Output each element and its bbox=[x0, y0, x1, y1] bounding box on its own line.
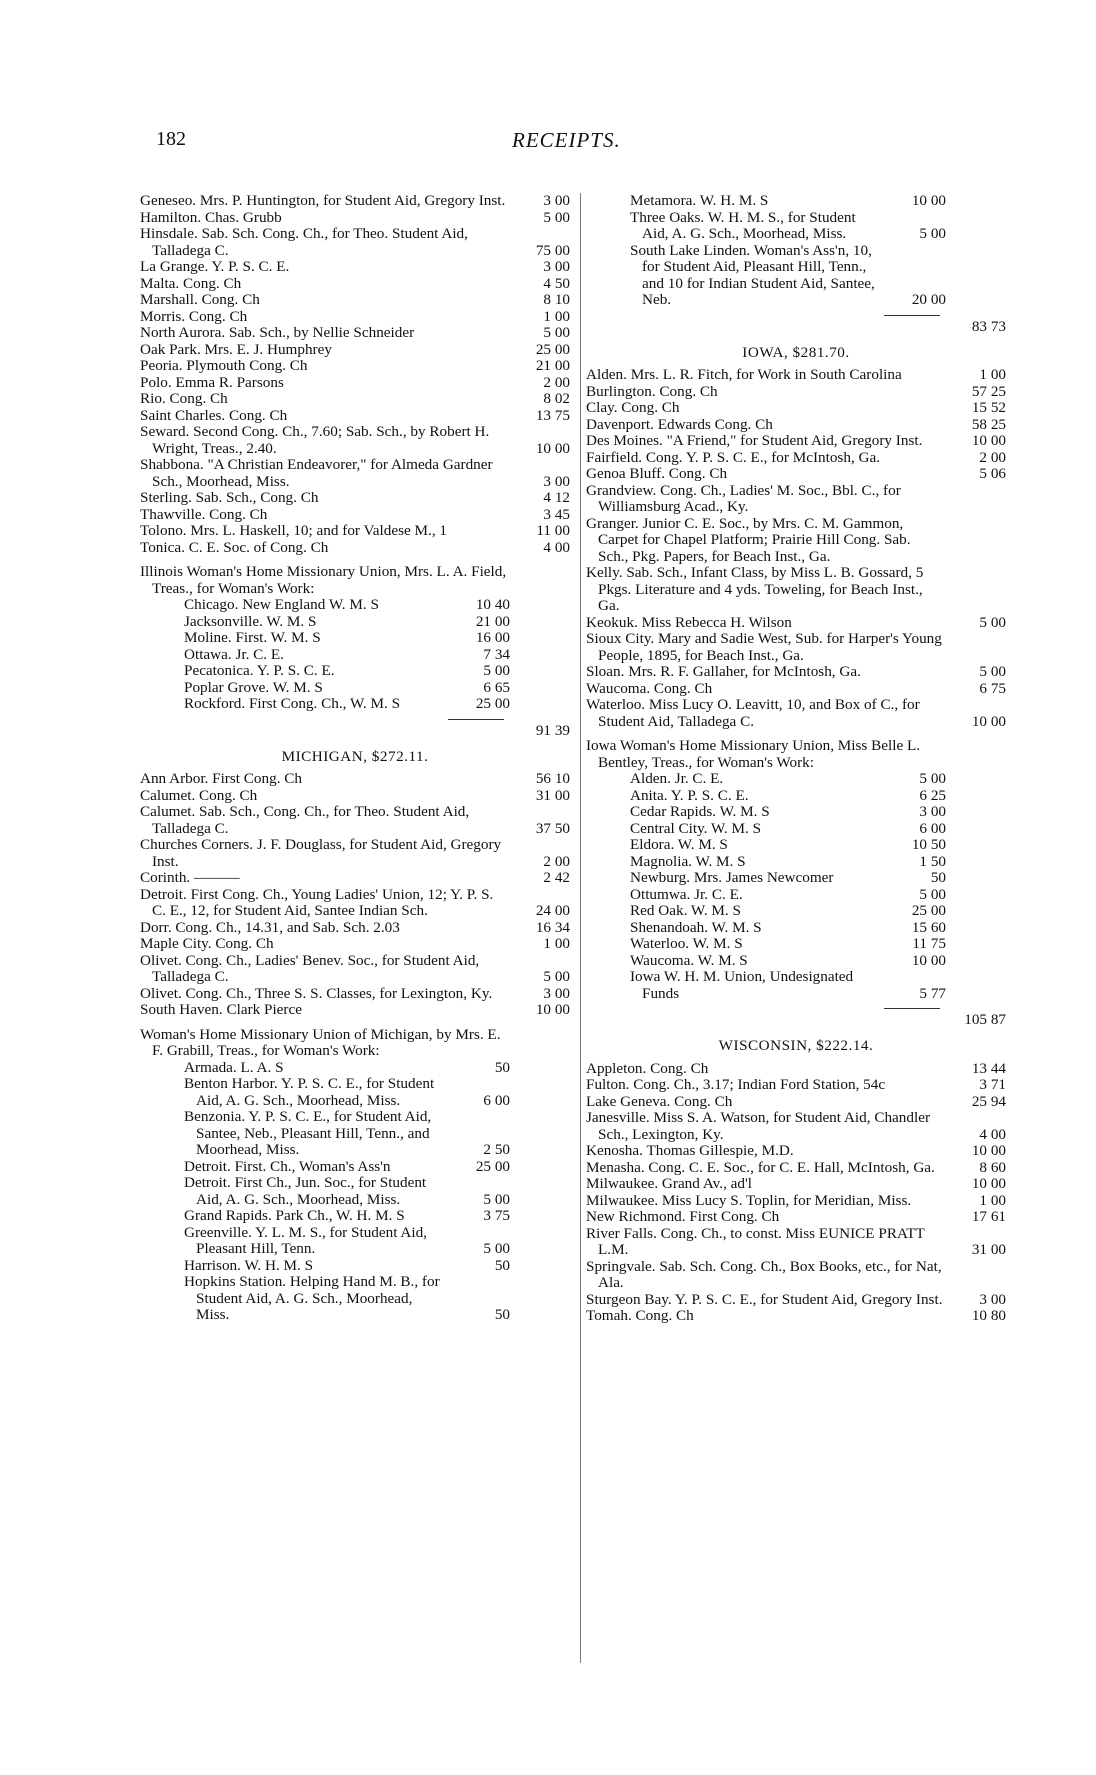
sub-receipt-entry bbox=[630, 821, 1006, 838]
sub-receipt-entry bbox=[630, 243, 1006, 309]
entry-text: Shenandoah. W. M. S bbox=[630, 918, 762, 936]
entry-text: Sturgeon Bay. Y. P. S. C. E., for Student Aid, Gregory Inst. bbox=[586, 1290, 943, 1308]
union-intro bbox=[586, 738, 1006, 771]
sub-receipt-entry bbox=[184, 1274, 570, 1324]
sub-receipt-entry bbox=[184, 597, 570, 614]
entry-text: River Falls. Cong. Ch., to const. Miss EUNICE PRATT L.M. bbox=[586, 1224, 925, 1258]
entry-amount: 6 65 bbox=[483, 678, 510, 696]
receipt-entry bbox=[140, 1002, 570, 1019]
union-intro-text: Illinois Woman's Home Missionary Union, Mrs. L. A. Field, Treas., for Woman's Work: bbox=[140, 563, 507, 597]
entry-text: Metamora. W. H. M. S bbox=[630, 192, 769, 209]
receipt-entry bbox=[586, 1110, 1006, 1143]
entry-text: Alden. Mrs. L. R. Fitch, for Work in South Carolina bbox=[586, 366, 902, 383]
receipt-entry bbox=[586, 483, 1006, 516]
entry-text: Genoa Bluff. Cong. Ch bbox=[586, 465, 728, 482]
entry-amount: 8 02 bbox=[543, 390, 570, 407]
page-number: 182 bbox=[156, 128, 186, 150]
entry-text: Benzonia. Y. P. S. C. E., for Student Aid, Santee, Neb., Pleasant Hill, Tenn., and Moorhead, Miss. bbox=[184, 1108, 432, 1158]
receipt-entry bbox=[586, 1160, 1006, 1177]
left-column bbox=[140, 193, 570, 1324]
sub-receipt-entry bbox=[630, 969, 1006, 1002]
sub-receipt-entry bbox=[630, 854, 1006, 871]
entry-text: La Grange. Y. P. S. C. E. bbox=[140, 258, 290, 275]
sub-receipt-entry bbox=[630, 870, 1006, 887]
entry-text: South Lake Linden. Woman's Ass'n, 10, for Student Aid, Pleasant Hill, Tenn., and 10 for Indian Student Aid, Santee, Neb. bbox=[630, 241, 875, 308]
entry-text: North Aurora. Sab. Sch., by Nellie Schneider bbox=[140, 324, 415, 341]
entry-amount: 16 00 bbox=[475, 629, 510, 646]
entry-amount: 4 50 bbox=[543, 274, 570, 292]
entry-text: South Haven. Clark Pierce bbox=[140, 1001, 302, 1018]
receipt-entry bbox=[586, 631, 1006, 664]
receipt-entry bbox=[140, 391, 570, 408]
entry-text: Armada. L. A. S bbox=[184, 1058, 284, 1076]
entry-amount: 17 61 bbox=[971, 1208, 1006, 1225]
entry-amount: 1 00 bbox=[979, 366, 1006, 383]
receipt-entry bbox=[140, 457, 570, 490]
entry-text: Morris. Cong. Ch bbox=[140, 307, 248, 325]
entry-text: Hinsdale. Sab. Sch. Cong. Ch., for Theo. Student Aid, Talladega C. bbox=[140, 225, 468, 259]
entry-text: Geneseo. Mrs. P. Huntington, for Student Aid, Gregory Inst. bbox=[140, 192, 506, 209]
entry-amount: 50 bbox=[930, 869, 946, 886]
receipt-entry bbox=[140, 771, 570, 788]
receipt-entry bbox=[586, 1176, 1006, 1193]
entry-text: Clay. Cong. Ch bbox=[586, 399, 680, 416]
entry-text: Springvale. Sab. Sch. Cong. Ch., Box Books, etc., for Nat, Ala. bbox=[586, 1257, 942, 1291]
entry-text: Oak Park. Mrs. E. J. Humphrey bbox=[140, 340, 332, 358]
entry-amount: 5 00 bbox=[483, 1190, 510, 1208]
sub-receipt-entry bbox=[184, 1258, 570, 1275]
receipt-entry bbox=[140, 936, 570, 953]
entry-text: Ottawa. Jr. C. E. bbox=[184, 645, 284, 663]
entry-amount: 5 00 bbox=[919, 885, 946, 903]
entry-amount: 10 80 bbox=[971, 1307, 1006, 1324]
receipt-entry bbox=[586, 400, 1006, 417]
entry-amount: 10 00 bbox=[535, 439, 570, 457]
entry-text: Appleton. Cong. Ch bbox=[586, 1059, 709, 1077]
receipt-entry bbox=[140, 375, 570, 392]
receipt-entry bbox=[140, 424, 570, 457]
entry-text: Shabbona. "A Christian Endeavorer," for Almeda Gardner Sch., Moorhead, Miss. bbox=[140, 456, 493, 490]
entry-amount: 3 45 bbox=[543, 505, 570, 523]
entry-text: Olivet. Cong. Ch., Three S. S. Classes, for Lexington, Ky. bbox=[140, 984, 493, 1002]
receipt-entry bbox=[140, 837, 570, 870]
entry-amount: 1 00 bbox=[543, 935, 570, 952]
subtotal-amount: 105 87 bbox=[964, 1011, 1006, 1028]
entry-text: Benton Harbor. Y. P. S. C. E., for Student Aid, A. G. Sch., Moorhead, Miss. bbox=[184, 1075, 435, 1109]
receipt-entry bbox=[140, 292, 570, 309]
receipt-entry bbox=[140, 408, 570, 425]
entry-amount: 1 00 bbox=[543, 307, 570, 325]
entry-amount: 4 12 bbox=[543, 489, 570, 506]
entry-text: Newburg. Mrs. James Newcomer bbox=[630, 869, 834, 886]
entry-amount: 6 75 bbox=[979, 679, 1006, 697]
entry-amount: 57 25 bbox=[971, 382, 1006, 400]
entry-text: Davenport. Edwards Cong. Ch bbox=[586, 415, 773, 433]
entry-text: Sioux City. Mary and Sadie West, Sub. for Harper's Young People, 1895, for Beach Inst., Ga. bbox=[586, 630, 942, 664]
entry-amount: 11 00 bbox=[536, 522, 570, 539]
sub-receipt-entry bbox=[630, 887, 1006, 904]
entry-text: Grandview. Cong. Ch., Ladies' M. Soc., Bbl. C., for Williamsburg Acad., Ky. bbox=[586, 481, 901, 515]
sub-receipt-entry bbox=[184, 696, 570, 713]
entry-text: Poplar Grove. W. M. S bbox=[184, 678, 323, 696]
receipt-entry bbox=[140, 193, 570, 210]
sub-receipt-entry bbox=[184, 1175, 570, 1208]
receipt-entry bbox=[586, 466, 1006, 483]
entry-text: Sloan. Mrs. R. F. Gallaher, for McIntosh, Ga. bbox=[586, 663, 861, 680]
entry-text: Red Oak. W. M. S bbox=[630, 902, 741, 919]
sub-receipt-entry bbox=[630, 903, 1006, 920]
receipt-entry bbox=[140, 920, 570, 937]
entry-text: Iowa W. H. M. Union, Undesignated Funds bbox=[630, 968, 854, 1002]
receipt-entry bbox=[586, 450, 1006, 467]
entry-amount: 15 52 bbox=[971, 399, 1006, 416]
entry-text: Anita. Y. P. S. C. E. bbox=[630, 786, 749, 804]
entry-text: Alden. Jr. C. E. bbox=[630, 770, 724, 787]
receipt-entry bbox=[140, 358, 570, 375]
entry-amount: 3 00 bbox=[979, 1290, 1006, 1308]
entry-amount: 3 00 bbox=[543, 984, 570, 1002]
sub-receipt-entry bbox=[184, 614, 570, 631]
subtotal-rule bbox=[448, 719, 504, 720]
receipt-entry bbox=[140, 887, 570, 920]
union-intro-text: Woman's Home Missionary Union of Michigan, by Mrs. E. F. Grabill, Treas., for Woman's Work: bbox=[140, 1025, 501, 1059]
entry-amount: 2 50 bbox=[483, 1141, 510, 1158]
entry-amount: 10 40 bbox=[475, 596, 510, 613]
subtotal-rule bbox=[884, 315, 940, 316]
entry-text: Waucoma. W. M. S bbox=[630, 951, 748, 969]
entry-text: Churches Corners. J. F. Douglass, for Student Aid, Gregory Inst. bbox=[140, 836, 502, 870]
entry-amount: 4 00 bbox=[543, 538, 570, 556]
entry-text: Fairfield. Cong. Y. P. S. C. E., for McIntosh, Ga. bbox=[586, 448, 881, 466]
state-heading: MICHIGAN, $272.11. bbox=[281, 747, 429, 765]
entry-text: Burlington. Cong. Ch bbox=[586, 382, 718, 400]
union-intro bbox=[140, 564, 570, 597]
entry-text: Waterloo. W. M. S bbox=[630, 935, 743, 952]
entry-amount: 3 00 bbox=[543, 472, 570, 490]
entry-text: Eldora. W. M. S bbox=[630, 836, 728, 853]
entry-text: Jacksonville. W. M. S bbox=[184, 612, 317, 630]
entry-text: Ottumwa. Jr. C. E. bbox=[630, 885, 743, 903]
entry-text: Moline. First. W. M. S bbox=[184, 629, 321, 646]
entry-text: Kelly. Sab. Sch., Infant Class, by Miss L. B. Gossard, 5 Pkgs. Literature and 4 yds. Toweling, for Beach Inst., Ga. bbox=[586, 564, 924, 614]
column-divider bbox=[580, 193, 581, 1663]
entry-amount: 31 00 bbox=[535, 786, 570, 804]
entry-amount: 5 00 bbox=[483, 1240, 510, 1257]
entry-text: Calumet. Cong. Ch bbox=[140, 786, 258, 804]
receipt-entry bbox=[140, 804, 570, 837]
entry-text: Harrison. W. H. M. S bbox=[184, 1256, 314, 1274]
entry-amount: 50 bbox=[494, 1256, 510, 1274]
sub-receipt-entry bbox=[630, 210, 1006, 243]
entry-amount: 3 00 bbox=[919, 803, 946, 820]
entry-text: Sterling. Sab. Sch., Cong. Ch bbox=[140, 489, 319, 506]
entry-text: Thawville. Cong. Ch bbox=[140, 505, 268, 523]
entry-amount: 7 34 bbox=[483, 645, 510, 663]
entry-amount: 10 00 bbox=[911, 951, 946, 969]
entry-text: Waterloo. Miss Lucy O. Leavitt, 10, and Box of C., for Student Aid, Talladega C. bbox=[586, 696, 920, 730]
entry-text: Ann Arbor. First Cong. Ch bbox=[140, 770, 303, 787]
state-heading: IOWA, $281.70. bbox=[742, 343, 850, 361]
receipt-entry bbox=[140, 788, 570, 805]
receipt-entry bbox=[140, 342, 570, 359]
sub-receipt-entry bbox=[184, 1076, 570, 1109]
entry-text: Cedar Rapids. W. M. S bbox=[630, 803, 770, 820]
entry-amount: 2 00 bbox=[543, 373, 570, 391]
entry-text: Chicago. New England W. M. S bbox=[184, 596, 379, 613]
sub-receipt-entry bbox=[184, 1208, 570, 1225]
entry-amount: 15 60 bbox=[911, 918, 946, 936]
receipt-entry bbox=[586, 1308, 1006, 1325]
entry-text: Three Oaks. W. H. M. S., for Student Aid, A. G. Sch., Moorhead, Miss. bbox=[630, 208, 856, 242]
union-intro-text: Iowa Woman's Home Missionary Union, Miss Belle L. Bentley, Treas., for Woman's Work: bbox=[586, 737, 921, 771]
entry-text: Granger. Junior C. E. Soc., by Mrs. C. M. Gammon, Carpet for Chapel Platform; Prairie Hill Cong. Sab. Sch., Pkg. Papers, for Beach Inst., Ga. bbox=[586, 514, 911, 565]
receipt-entry bbox=[586, 1077, 1006, 1094]
receipt-entry bbox=[586, 516, 1006, 566]
entry-amount: 5 00 bbox=[543, 968, 570, 985]
entry-amount: 50 bbox=[494, 1306, 510, 1323]
sub-receipt-entry bbox=[630, 920, 1006, 937]
entry-text: Rio. Cong. Ch bbox=[140, 390, 228, 407]
sub-receipt-entry bbox=[630, 193, 1006, 210]
entry-text: Hopkins Station. Helping Hand M. B., for Student Aid, A. G. Sch., Moorhead, Miss. bbox=[184, 1273, 440, 1323]
sub-receipt-entry bbox=[630, 953, 1006, 970]
entry-text: Detroit. First. Ch., Woman's Ass'n bbox=[184, 1157, 391, 1175]
entry-amount: 13 75 bbox=[535, 406, 570, 424]
entry-text: Des Moines. "A Friend," for Student Aid, Gregory Inst. bbox=[586, 432, 923, 449]
entry-amount: 5 00 bbox=[979, 613, 1006, 631]
entry-text: Detroit. First Ch., Jun. Soc., for Student Aid, A. G. Sch., Moorhead, Miss. bbox=[184, 1174, 427, 1208]
entry-amount: 10 00 bbox=[971, 432, 1006, 449]
entry-amount: 6 00 bbox=[483, 1091, 510, 1109]
entry-amount: 37 50 bbox=[535, 819, 570, 837]
entry-amount: 58 25 bbox=[971, 415, 1006, 433]
sub-receipt-entry bbox=[630, 771, 1006, 788]
entry-amount: 25 00 bbox=[475, 1157, 510, 1175]
receipt-entry bbox=[586, 565, 1006, 615]
entry-text: Tolono. Mrs. L. Haskell, 10; and for Valdese M., 1 bbox=[140, 522, 448, 539]
entry-amount: 24 00 bbox=[535, 902, 570, 919]
entry-amount: 2 00 bbox=[979, 448, 1006, 466]
receipt-entry bbox=[586, 367, 1006, 384]
receipt-entry bbox=[140, 540, 570, 557]
state-subtotal bbox=[140, 713, 570, 739]
entry-amount: 5 00 bbox=[979, 663, 1006, 680]
receipt-entry bbox=[140, 523, 570, 540]
entry-text: Lake Geneva. Cong. Ch bbox=[586, 1092, 733, 1110]
sub-receipt-entry bbox=[630, 936, 1006, 953]
entry-amount: 5 06 bbox=[979, 465, 1006, 482]
receipt-entry bbox=[586, 1193, 1006, 1210]
receipt-entry bbox=[586, 384, 1006, 401]
entry-text: Tonica. C. E. Soc. of Cong. Ch bbox=[140, 538, 329, 556]
receipt-entry bbox=[586, 664, 1006, 681]
entry-amount: 6 00 bbox=[919, 819, 946, 837]
receipt-entry bbox=[586, 1094, 1006, 1111]
entry-text: Waucoma. Cong. Ch bbox=[586, 679, 713, 697]
entry-text: Magnolia. W. M. S bbox=[630, 852, 746, 870]
entry-text: Maple City. Cong. Ch bbox=[140, 935, 274, 952]
receipt-entry bbox=[140, 870, 570, 887]
entry-amount: 4 00 bbox=[979, 1125, 1006, 1143]
entry-amount: 25 94 bbox=[971, 1092, 1006, 1110]
receipt-entry bbox=[586, 615, 1006, 632]
entry-text: Polo. Emma R. Parsons bbox=[140, 373, 284, 391]
entry-amount: 10 00 bbox=[971, 1175, 1006, 1192]
entry-amount: 20 00 bbox=[911, 291, 946, 308]
entry-amount: 3 75 bbox=[483, 1207, 510, 1224]
entry-text: Dorr. Cong. Ch., 14.31, and Sab. Sch. 2.03 bbox=[140, 918, 400, 936]
entry-amount: 5 00 bbox=[483, 662, 510, 679]
entry-amount: 25 00 bbox=[911, 902, 946, 919]
receipt-entry bbox=[586, 1226, 1006, 1259]
entry-amount: 10 00 bbox=[971, 712, 1006, 730]
running-head: RECEIPTS. bbox=[512, 128, 621, 152]
entry-amount: 2 00 bbox=[543, 852, 570, 870]
entry-amount: 1 00 bbox=[979, 1191, 1006, 1209]
entry-amount: 3 00 bbox=[543, 258, 570, 275]
entry-amount: 5 00 bbox=[919, 770, 946, 787]
sub-receipt-entry bbox=[184, 663, 570, 680]
entry-amount: 21 00 bbox=[535, 357, 570, 374]
sub-receipt-entry bbox=[630, 804, 1006, 821]
sub-receipt-entry bbox=[184, 1109, 570, 1159]
sub-receipt-entry bbox=[184, 1225, 570, 1258]
entry-text: Fulton. Cong. Ch., 3.17; Indian Ford Station, 54c bbox=[586, 1076, 886, 1093]
sub-receipt-entry bbox=[630, 788, 1006, 805]
entry-text: Corinth. ——— bbox=[140, 869, 240, 886]
subtotal-rule bbox=[884, 1008, 940, 1009]
entry-amount: 13 44 bbox=[971, 1059, 1006, 1077]
entry-text: Kenosha. Thomas Gillespie, M.D. bbox=[586, 1142, 794, 1159]
entry-amount: 6 25 bbox=[919, 786, 946, 804]
entry-amount: 3 00 bbox=[543, 192, 570, 209]
entry-text: Saint Charles. Cong. Ch bbox=[140, 406, 288, 424]
entry-text: Central City. W. M. S bbox=[630, 819, 762, 837]
receipt-entry bbox=[140, 507, 570, 524]
entry-text: Milwaukee. Miss Lucy S. Toplin, for Meridian, Miss. bbox=[586, 1191, 912, 1209]
entry-amount: 2 42 bbox=[543, 869, 570, 886]
entry-text: Janesville. Miss S. A. Watson, for Student Aid, Chandler Sch., Lexington, Ky. bbox=[586, 1109, 931, 1143]
entry-amount: 50 bbox=[494, 1058, 510, 1076]
receipt-entry bbox=[140, 490, 570, 507]
receipt-entry bbox=[586, 417, 1006, 434]
receipt-entry bbox=[586, 1209, 1006, 1226]
receipt-entry bbox=[140, 309, 570, 326]
entry-text: New Richmond. First Cong. Ch bbox=[586, 1208, 780, 1225]
receipt-entry bbox=[586, 681, 1006, 698]
entry-amount: 16 34 bbox=[535, 918, 570, 936]
entry-text: Greenville. Y. L. M. S., for Student Aid, Pleasant Hill, Tenn. bbox=[184, 1223, 427, 1257]
union-intro bbox=[140, 1027, 570, 1060]
entry-amount: 5 77 bbox=[919, 984, 946, 1002]
entry-text: Menasha. Cong. C. E. Soc., for C. E. Hall, McIntosh, Ga. bbox=[586, 1158, 935, 1176]
entry-amount: 11 75 bbox=[912, 935, 946, 952]
entry-text: Olivet. Cong. Ch., Ladies' Benev. Soc., for Student Aid, Talladega C. bbox=[140, 951, 480, 985]
receipt-entry bbox=[586, 433, 1006, 450]
page-header bbox=[156, 128, 956, 164]
entry-text: Seward. Second Cong. Ch., 7.60; Sab. Sch., by Robert H. Wright, Treas., 2.40. bbox=[140, 423, 490, 457]
receipt-entry bbox=[140, 986, 570, 1003]
receipt-entry bbox=[586, 1061, 1006, 1078]
receipt-entry bbox=[140, 325, 570, 342]
receipt-entry bbox=[586, 1292, 1006, 1309]
entry-amount: 8 60 bbox=[979, 1158, 1006, 1176]
entry-amount: 21 00 bbox=[475, 612, 510, 630]
entry-text: Marshall. Cong. Ch bbox=[140, 291, 260, 308]
entry-text: Pecatonica. Y. P. S. C. E. bbox=[184, 662, 335, 679]
entry-amount: 10 00 bbox=[971, 1142, 1006, 1159]
receipt-entry bbox=[140, 226, 570, 259]
entry-text: Tomah. Cong. Ch bbox=[586, 1307, 694, 1324]
entry-amount: 75 00 bbox=[535, 241, 570, 259]
state-heading: WISCONSIN, $222.14. bbox=[718, 1037, 874, 1054]
entry-text: Milwaukee. Grand Av., ad'l bbox=[586, 1175, 752, 1192]
entry-amount: 5 00 bbox=[543, 324, 570, 341]
subtotal-amount: 91 39 bbox=[535, 721, 570, 739]
entry-amount: 8 10 bbox=[543, 291, 570, 308]
entry-amount: 31 00 bbox=[971, 1241, 1006, 1258]
right-column bbox=[586, 193, 1006, 1325]
entry-text: Malta. Cong. Ch bbox=[140, 274, 242, 292]
entry-amount: 10 50 bbox=[911, 836, 946, 853]
entry-text: Rockford. First Cong. Ch., W. M. S bbox=[184, 695, 401, 712]
receipt-entry bbox=[140, 210, 570, 227]
entry-amount: 3 71 bbox=[979, 1076, 1006, 1093]
entry-amount: 25 00 bbox=[475, 695, 510, 712]
entry-amount: 1 50 bbox=[919, 852, 946, 870]
receipt-entry bbox=[586, 697, 1006, 730]
sub-receipt-entry bbox=[184, 1060, 570, 1077]
entry-text: Peoria. Plymouth Cong. Ch bbox=[140, 357, 308, 374]
entry-text: Calumet. Sab. Sch., Cong. Ch., for Theo. Student Aid, Talladega C. bbox=[140, 803, 470, 837]
state-subtotal bbox=[586, 309, 1006, 335]
entry-text: Keokuk. Miss Rebecca H. Wilson bbox=[586, 613, 792, 631]
subtotal-amount: 83 73 bbox=[971, 317, 1006, 335]
state-subtotal bbox=[586, 1002, 1006, 1028]
entry-amount: 10 00 bbox=[535, 1001, 570, 1018]
entry-amount: 25 00 bbox=[535, 340, 570, 358]
entry-text: Hamilton. Chas. Grubb bbox=[140, 208, 282, 226]
entry-amount: 10 00 bbox=[911, 192, 946, 209]
entry-text: Detroit. First Cong. Ch., Young Ladies' Union, 12; Y. P. S. C. E., 12, for Student Aid, Santee Indian Sch. bbox=[140, 885, 494, 919]
sub-receipt-entry bbox=[184, 680, 570, 697]
sub-receipt-entry bbox=[630, 837, 1006, 854]
entry-amount: 5 00 bbox=[919, 225, 946, 242]
entry-amount: 5 00 bbox=[543, 208, 570, 226]
receipt-entry bbox=[140, 276, 570, 293]
sub-receipt-entry bbox=[184, 1159, 570, 1176]
sub-receipt-entry bbox=[184, 647, 570, 664]
receipt-entry bbox=[140, 953, 570, 986]
receipt-entry bbox=[140, 259, 570, 276]
entry-text: Grand Rapids. Park Ch., W. H. M. S bbox=[184, 1207, 405, 1224]
receipt-entry bbox=[586, 1259, 1006, 1292]
receipt-entry bbox=[586, 1143, 1006, 1160]
entry-amount: 56 10 bbox=[535, 770, 570, 787]
sub-receipt-entry bbox=[184, 630, 570, 647]
